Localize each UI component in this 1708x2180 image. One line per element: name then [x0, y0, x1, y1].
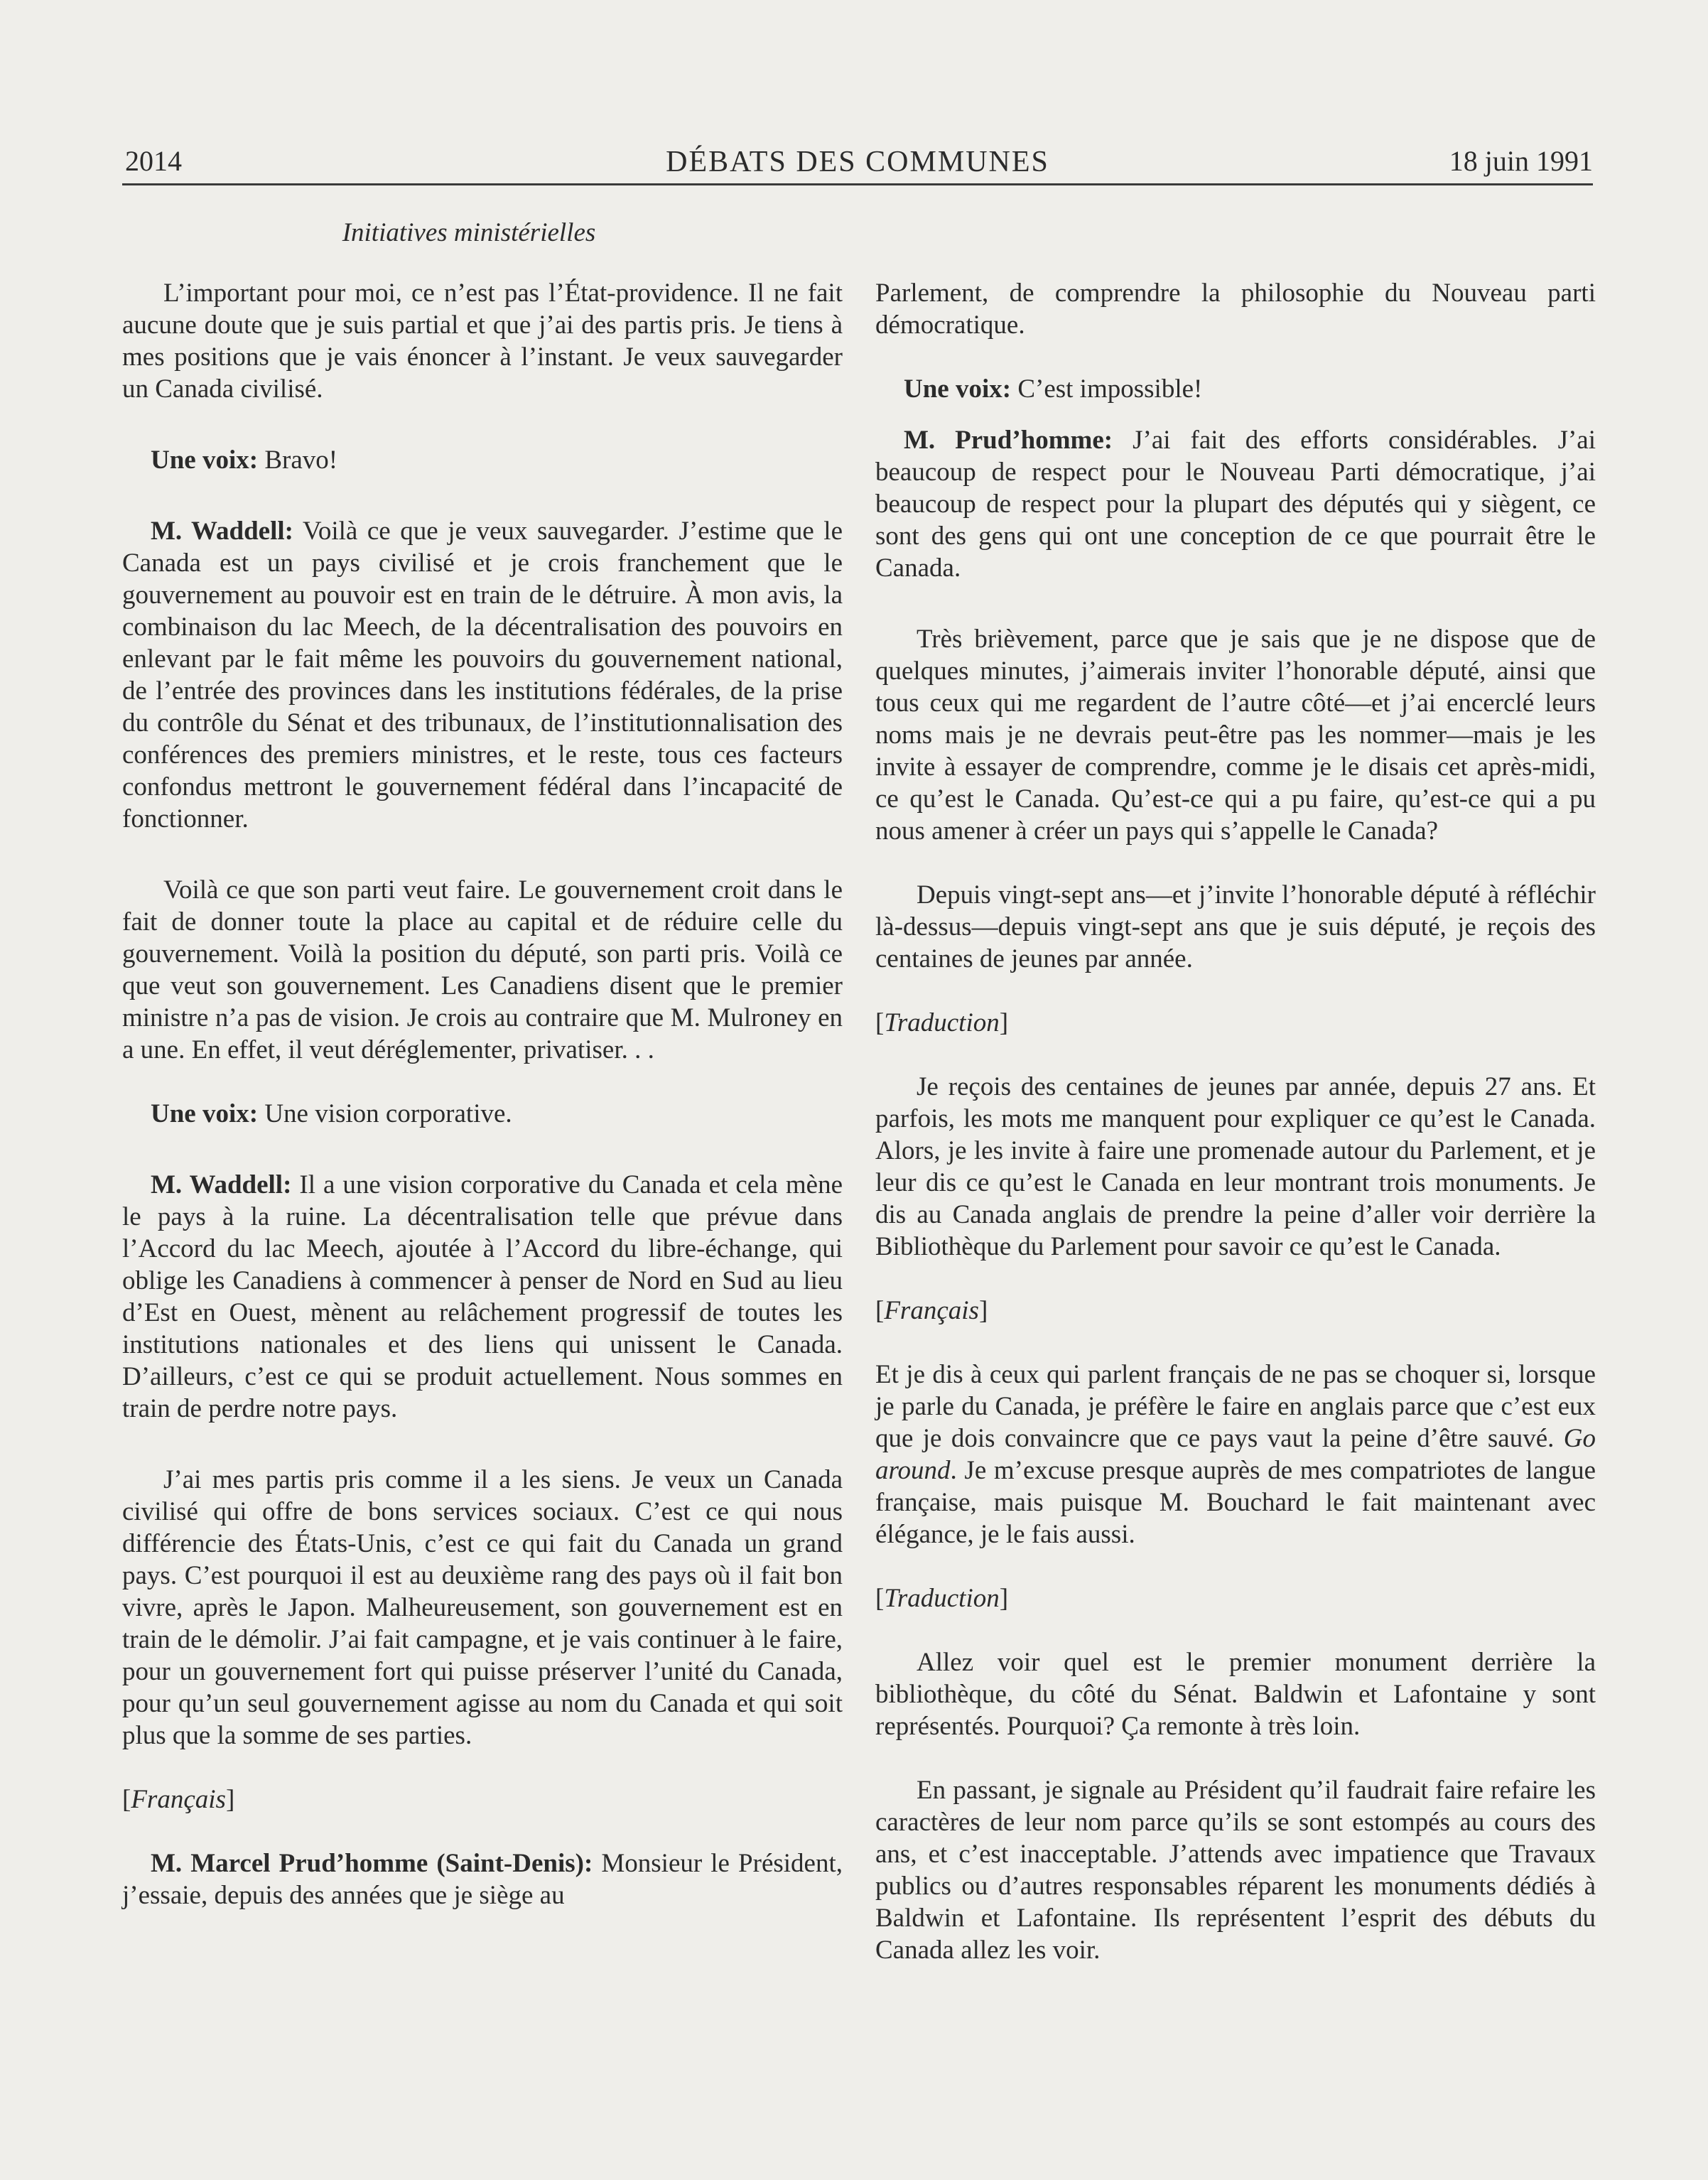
- paragraph: L’important pour moi, ce n’est pas l’État-providence. Il ne fait aucune doute que je suis partial et que j’ai des partis pris. Je tiens à mes positions que je vais énoncer à l’instant. Je veux sauvegarder un Canada civilisé.: [122, 279, 843, 404]
- page-header: [122, 141, 1593, 185]
- paragraph: Je reçois des centaines de jeunes par année, depuis 27 ans. Et parfois, les mots me manquent pour expliquer ce qu’est le Canada. Alors, je les invite à faire une promenade autour du Parlement, et je leur dis ce qu’est le Canada en leur montrant trois monuments. Je dis au Canada anglais de prendre la peine d’aller voir derrière la Bibliothèque du Parlement pour savoir ce qu’est le Canada.: [875, 1072, 1596, 1261]
- language-marker-label: Traduction: [884, 1584, 1000, 1613]
- speech-text: Voilà ce que je veux sauvegarder. J’estime que le Canada est un pays civilisé et je crois franchement que le gouvernement au pouvoir est en train de le détruire. À mon avis, la combinaison du lac Meech, de la décentralisation des pouvoirs en enlevant par le fait même les pouvoirs du gouvernement national, de l’entrée des provinces dans les institutions fédérales, de la prise du contrôle du Sénat et des tribunaux, de l’institutionnalisation des conférences des premiers ministres, et le reste, tous ces facteurs confondus mettront le gouvernement fédéral dans l’incapacité de fonctionner.: [122, 517, 843, 833]
- language-marker-label: Traduction: [884, 1008, 1000, 1037]
- speaker-name: M. Marcel Prud’homme (Saint-Denis):: [151, 1849, 593, 1878]
- speech-text: Bravo!: [258, 446, 338, 475]
- language-marker-label: Français: [884, 1296, 979, 1325]
- speech-text: C’est impossible!: [1011, 374, 1203, 404]
- paragraph: J’ai mes partis pris comme il a les siens. Je veux un Canada civilisé qui offre de bons services sociaux. C’est ce qui nous différencie des États-Unis, c’est ce qui fait du Canada un grand pays. C’est pourquoi il est au deuxième rang des pays où il fait bon vivre, après le Japon. Malheureusement, son gouvernement est en train de le démolir. J’ai fait campagne, et je vais continuer à le faire, pour un gouvernement fort qui puisse préserver l’unité du Canada, pour qu’un seul gouvernement agisse au nom du Canada et qui soit plus que la somme de ses parties.: [122, 1465, 843, 1750]
- paragraph: Voilà ce que son parti veut faire. Le gouvernement croit dans le fait de donner toute la place au capital et de réduire celle du gouvernement. Voilà la position du député, son parti pris. Voilà ce que veut son gouvernement. Les Canadiens disent que le premier ministre n’a pas de vision. Je crois au contraire que M. Mulroney en a une. En effet, il veut déréglementer, privatiser. . .: [122, 875, 843, 1064]
- language-marker: [Français]: [875, 1296, 988, 1325]
- paragraph: Parlement, de comprendre la philosophie du Nouveau parti démocratique.: [875, 279, 1596, 340]
- paragraph: Allez voir quel est le premier monument derrière la bibliothèque, du côté du Sénat. Baldwin et Lafontaine y sont représentés. Pourquoi? Ça remonte à très loin.: [875, 1648, 1596, 1741]
- speech-text: Monsieur le Président, j’essaie, depuis des années que je siège au: [122, 1849, 843, 1910]
- emphasis-text: Go around: [875, 1424, 1596, 1485]
- journal-title: DÉBATS DES COMMUNES: [666, 146, 1049, 178]
- speech: [875, 424, 1596, 584]
- speaker-name: M. Waddell:: [151, 1170, 292, 1199]
- speaker-name: Une voix:: [151, 446, 259, 475]
- paragraph: Très brièvement, parce que je sais que je ne dispose que de quelques minutes, j’aimerais inviter l’honorable député, ainsi que tous ceux qui me regardent de l’autre côté—et j’ai encerclé leurs noms mais je ne devrais peut-être pas les nommer—mais je les invite à essayer de comprendre, comme je le disais cet après-midi, ce qu’est le Canada. Qu’est-ce qui a pu faire, qu’est-ce qui a pu nous amener à créer un pays qui s’appelle le Canada?: [875, 625, 1596, 846]
- speech: [875, 373, 1596, 405]
- paragraph: En passant, je signale au Président qu’il faudrait faire refaire les caractères de leur nom parce qu’ils se sont estompés au cours des ans, et c’est inacceptable. J’attends avec impatience que Travaux publics ou d’autres responsables réparent les monuments dédiés à Baldwin et Lafontaine. Ils représentent l’esprit des débuts du Canada allez les voir.: [875, 1776, 1596, 1965]
- paragraph: [875, 1359, 1596, 1550]
- speaker-name: M. Waddell:: [151, 517, 293, 546]
- speech-text: Une vision corporative.: [258, 1099, 512, 1128]
- paragraph-text: . Je m’excuse presque auprès de mes compatriotes de langue française, mais puisque M. Bouchard le fait maintenant avec élégance, je le fais aussi.: [875, 1456, 1596, 1549]
- page-number: 2014: [125, 145, 182, 177]
- issue-date: 18 juin 1991: [1449, 145, 1593, 177]
- language-marker: [Français]: [122, 1785, 235, 1814]
- speaker-name: Une voix:: [904, 374, 1012, 404]
- speech: [122, 444, 843, 476]
- paragraph-text: Et je dis à ceux qui parlent français de ne pas se choquer si, lorsque je parle du Canada, je préfère le faire en anglais parce que c’est eux que je dois convaincre que ce pays vaut la peine d’être sauvé.: [875, 1360, 1596, 1453]
- speech-text: J’ai fait des efforts considérables. J’ai beaucoup de respect pour le Nouveau Parti démocratique, j’ai beaucoup de respect pour la plupart des députés qui y siègent, ce sont des gens qui ont une conception de ce que pourrait être le Canada.: [875, 426, 1596, 583]
- speech: [122, 1169, 843, 1425]
- language-marker: [Traduction]: [875, 1008, 1009, 1037]
- speech: [122, 1098, 843, 1130]
- right-column: [875, 277, 1596, 1998]
- paragraph: Depuis vingt-sept ans—et j’invite l’honorable député à réfléchir là-dessus—depuis vingt-sept ans que je suis député, je reçois des centaines de jeunes par année.: [875, 880, 1596, 973]
- language-marker: [Traduction]: [875, 1584, 1009, 1613]
- language-marker-label: Français: [131, 1785, 226, 1814]
- section-heading: Initiatives ministérielles: [342, 218, 596, 247]
- speech: [122, 1847, 843, 1911]
- speaker-name: Une voix:: [151, 1099, 259, 1128]
- left-column: [122, 277, 843, 1931]
- speech: [122, 515, 843, 835]
- speaker-name: M. Prud’homme:: [904, 426, 1113, 455]
- speech-text: Il a une vision corporative du Canada et cela mène le pays à la ruine. La décentralisation telle que prévue dans l’Accord du lac Meech, ajoutée à l’Accord du libre-échange, qui oblige les Canadiens à commencer à penser de Nord en Sud au lieu d’Est en Ouest, mènent au relâchement progressif de toutes les institutions nationales et des liens qui unissent le Canada. D’ailleurs, c’est ce qui se produit actuellement. Nous sommes en train de perdre notre pays.: [122, 1170, 843, 1423]
